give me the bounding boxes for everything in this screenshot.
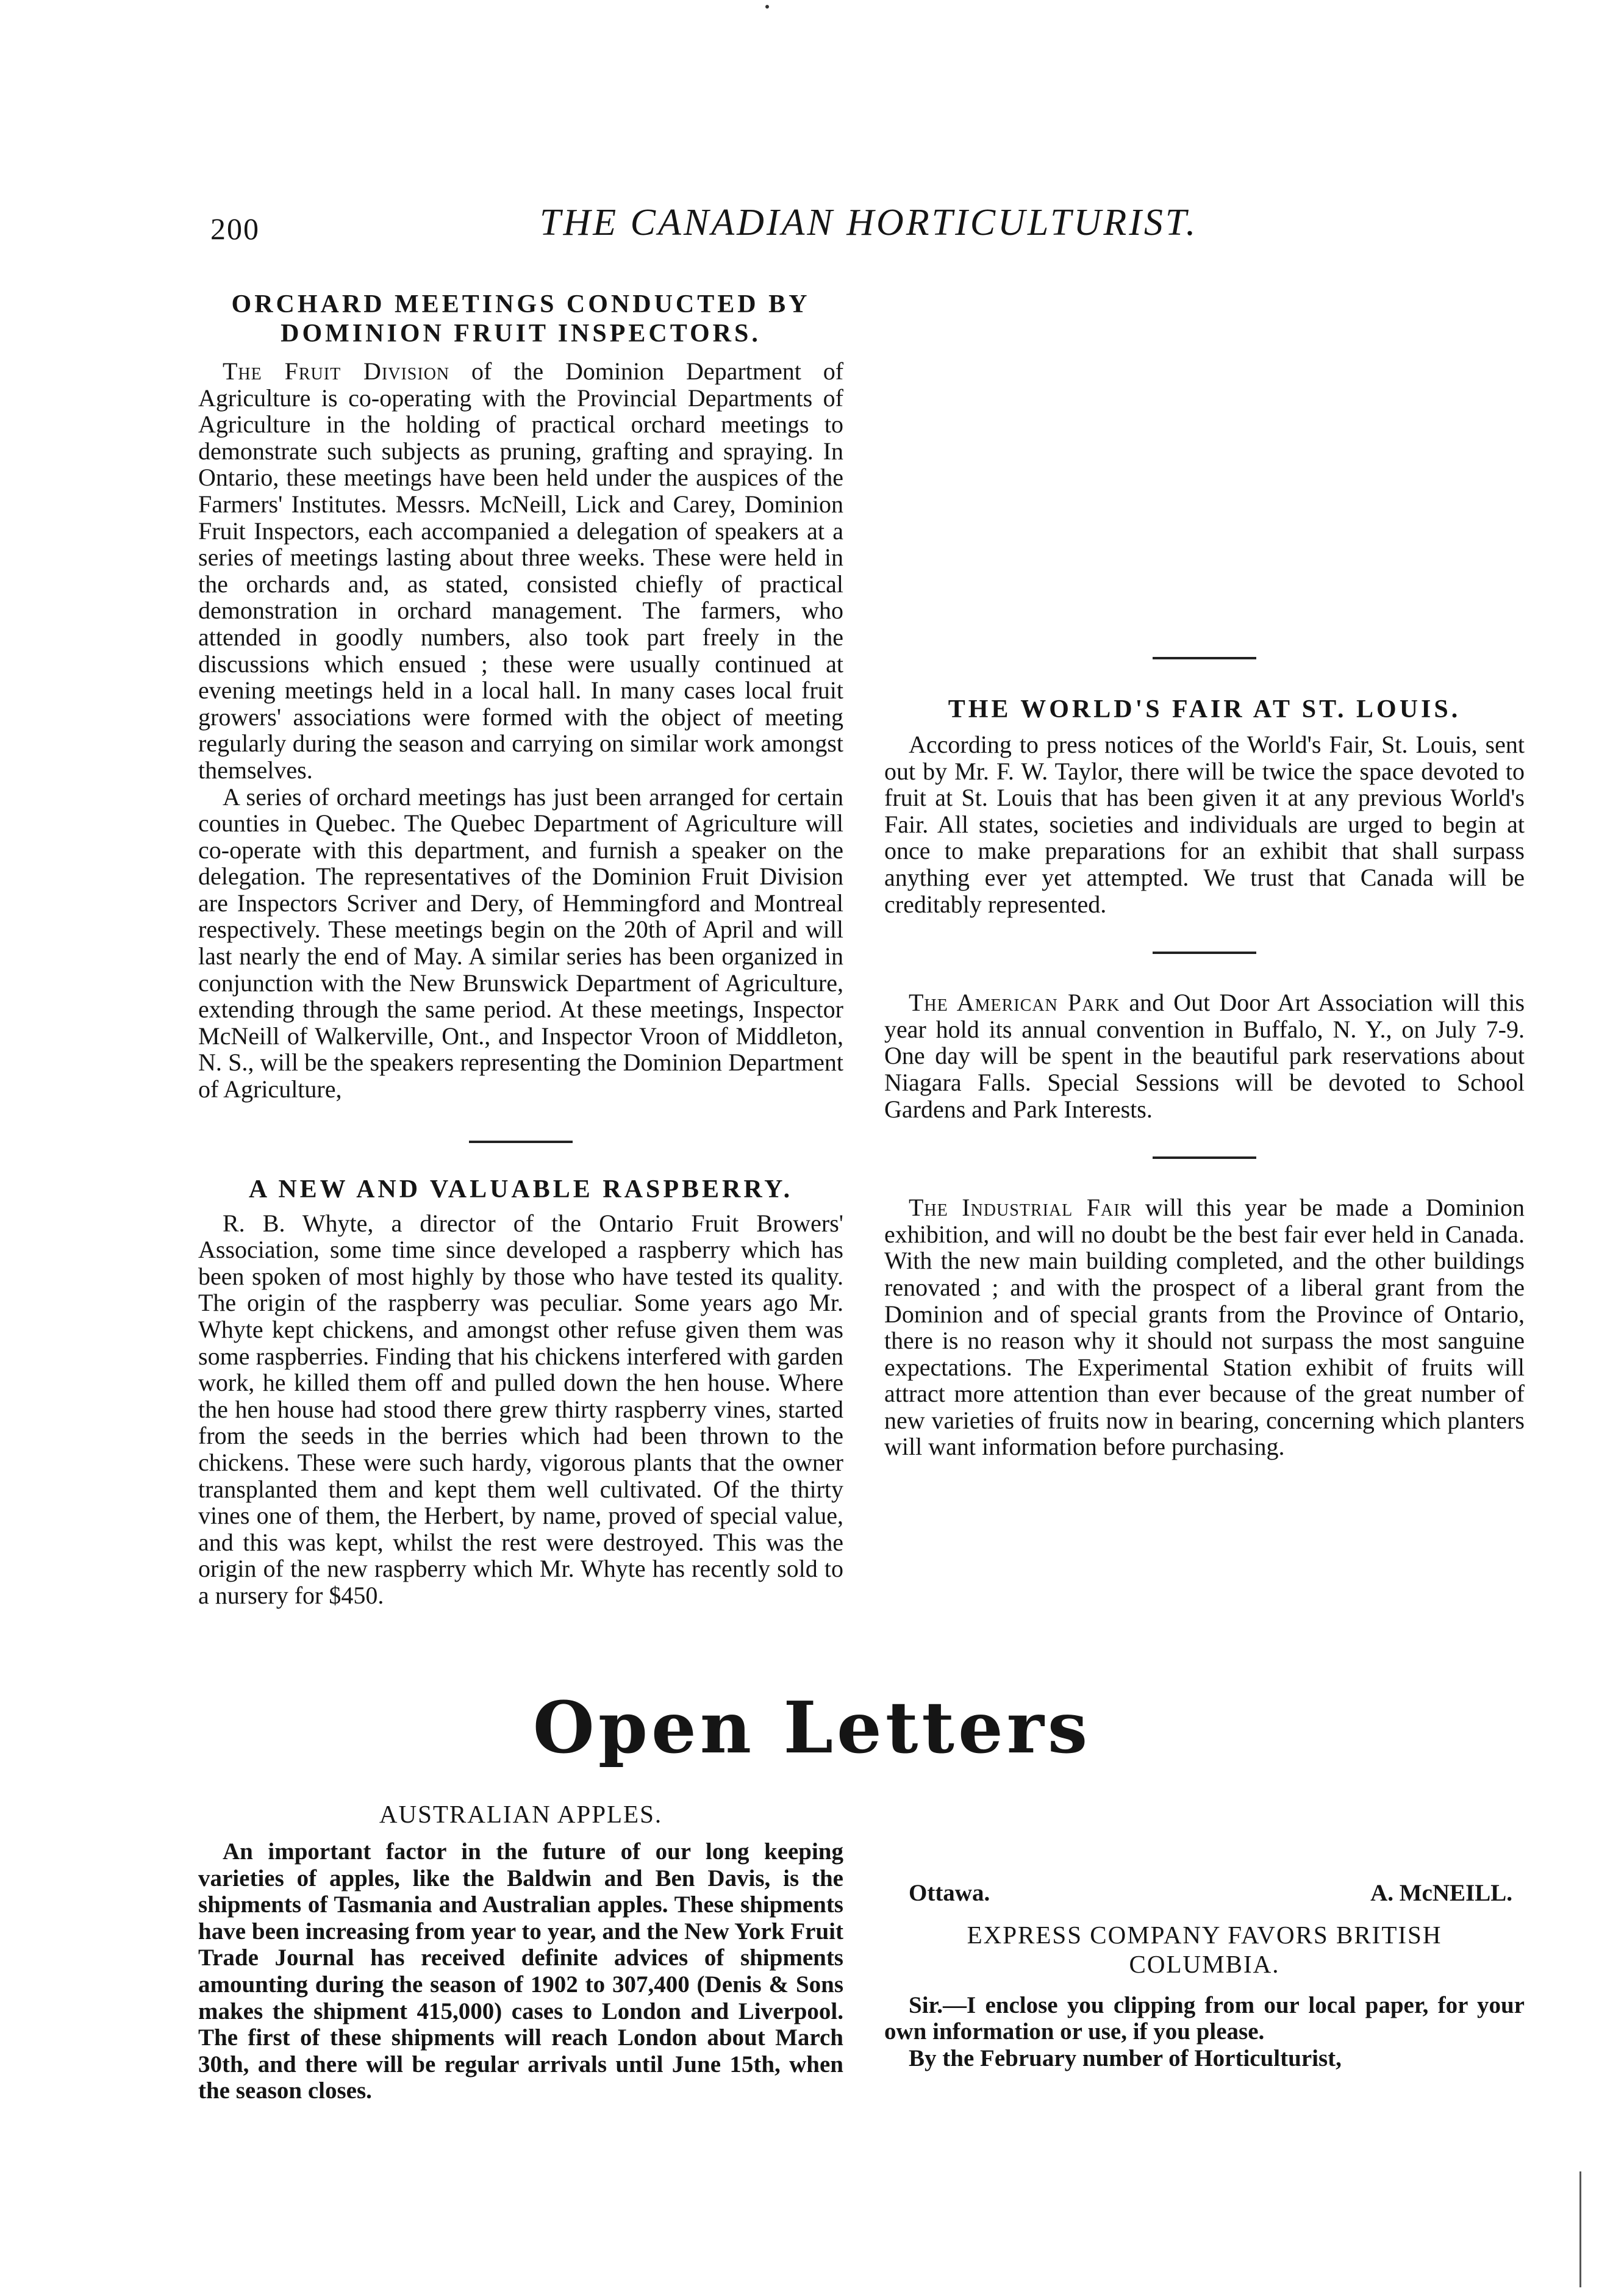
article-title: A NEW AND VALUABLE RASPBERRY.	[248, 1175, 793, 1203]
page-header	[210, 201, 1479, 256]
article-paragraph: According to press notices of the World's Fair, St. Louis, sent out by Mr. F. W. Taylor, there will be twice the space devoted to fruit at St. Louis that has been given it at any previous World's Fair. All states, societies and individuals are urged to begin at once to make preparations for an exhibit that shall surpass anything ever yet attempted. We trust that Canada will be creditably represented.	[884, 731, 1525, 918]
right-column-bottom	[884, 1799, 1525, 2071]
article-paragraph: R. B. Whyte, a director of the Ontario Fruit Browers' Association, some time since developed a raspberry which has been spoken of most highly by those who have tested its quality. The origin of the raspberry was peculiar. Some years ago Mr. Whyte kept chickens, and amongst other refuse given them was some raspberries. Finding that his chickens interfered with garden work, he killed them off and pulled down the hen house. Where the hen house had stood there grew thirty raspberry vines, started from the seeds in the berries which had been thrown to the chickens. These were such hardy, vigorous plants that the owner transplanted them and kept them well cultivated. Of the thirty vines one of them, the Herbert, by name, proved of special value, and this was kept, whilst the rest were destroyed. This was the origin of the new raspberry which Mr. Whyte has recently sold to a nursery for $450.	[198, 1209, 843, 1609]
letter-signature	[884, 1880, 1525, 1907]
open-letters-heading: Open Letters	[532, 1687, 1092, 1769]
section-divider	[469, 1141, 573, 1143]
letter-paragraph: Sir.—I enclose you clipping from our local paper, for your own information or use, if you please.	[884, 1992, 1525, 2045]
letter-express-company	[884, 1920, 1525, 2072]
article-title: ORCHARD MEETINGS CONDUCTED BY DOMINION FRUIT INSPECTORS.	[231, 290, 810, 348]
letter-title: EXPRESS COMPANY FAVORS BRITISH COLUMBIA.	[967, 1920, 1442, 1978]
article-orchard-meetings	[198, 290, 843, 1103]
print-speck	[765, 5, 769, 9]
section-divider	[1153, 657, 1256, 659]
article-paragraph: The Fruit Division of the Dominion Department of Agriculture is co-operating with the Provincial Departments of Agriculture in the holding of practical orchard meetings to demonstrate such subjects as pruning, grafting and spraying. In Ontario, these meetings have been held under the auspices of the Farmers' Institutes. Messrs. McNeill, Lick and Carey, Dominion Fruit Inspectors, each accompanied a delegation of speakers at a series of meetings lasting about three weeks. These were held in the orchards and, as stated, consisted chiefly of practical demonstration in orchard management. The farmers, who attended in goodly numbers, also took part freely in the discussions which ensued ; these were usually continued at evening meetings held in a local hall. In many cases local fruit growers' associations were formed with the object of meeting regularly during the season and carrying on similar work amongst themselves.	[198, 357, 844, 784]
letter-paragraph: An important factor in the future of our long keeping varieties of apples, like the Baldwin and Ben Davis, is the shipments of Tasmania and Australian apples. These shipments have been increasing from year to year, and the New York Fruit Trade Journal has received definite advices of shipments amounting during the season of 1902 to 307,400 (Denis & Sons makes the shipment 415,000) cases to London and Liverpool. The first of these shipments will reach London about March 30th, and there will be regular arrivals until June 15th, when the season closes.	[198, 1838, 843, 2104]
section-divider	[1153, 1156, 1256, 1159]
article-paragraph: A series of orchard meetings has just been arranged for certain counties in Quebec. The Quebec Department of Agriculture will co-operate with this department, and furnish a speaker on the delegation. The representatives of the Dominion Fruit Division are Inspectors Scriver and Dery, of Hemmingford and Montreal respectively. These meetings begin on the 20th of April and will last nearly the end of May. A similar series has been organized in conjunction with the New Brunswick Department of Agriculture, extending through the same period. At these meetings, Inspector McNeill of Walkerville, Ont., and Inspector Vroon of Middleton, N. S., will be the speakers representing the Dominion Department of Agriculture,	[198, 783, 843, 1103]
page-edge-mark	[1579, 2171, 1581, 2287]
column-continuation-space	[884, 284, 1525, 657]
article-paragraph: The American Park and Out Door Art Association will this year hold its annual convention in Buffalo, N. Y., on July 7-9. One day will be spent in the beautiful park reservations about Niagara Falls. Special Sessions will be devoted to School Gardens and Park Interests.	[884, 989, 1525, 1123]
column-continuation-space	[884, 1799, 1525, 1880]
left-column-top	[198, 290, 843, 1609]
article-paragraph: The Industrial Fair will this year be made a Dominion exhibition, and will no doubt be the best fair ever held in Canada. With the new main building completed, and the other buildings renovated ; and with the prospect of a liberal grant from the Dominion and of special grants from the Province of Ontario, there is no reason why it should not surpass the most sanguine expectations. The Experimental Station exhibit of fruits will attract more attention than ever because of the great number of new varieties of fruits now in bearing, concerning which planters will want information before purchasing.	[884, 1194, 1525, 1461]
article-worlds-fair	[884, 695, 1525, 917]
running-title: THE CANADIAN HORTICULTURIST.	[540, 202, 1198, 243]
signature-place: Ottawa.	[909, 1880, 990, 1906]
left-column-bottom	[198, 1799, 843, 2104]
letter-australian-apples	[198, 1799, 843, 2104]
article-park-association	[884, 989, 1525, 1122]
letter-title: AUSTRALIAN APPLES.	[379, 1800, 663, 1828]
right-column-top	[884, 284, 1525, 1460]
page-number: 200	[210, 212, 260, 246]
article-title: THE WORLD'S FAIR AT ST. LOUIS.	[948, 695, 1461, 723]
section-divider	[1153, 952, 1256, 954]
article-raspberry	[198, 1175, 843, 1609]
letter-paragraph: By the February number of Horticulturist,	[909, 2045, 1342, 2071]
article-industrial-fair	[884, 1194, 1525, 1460]
signature-name: A. McNEILL.	[1370, 1880, 1512, 1906]
